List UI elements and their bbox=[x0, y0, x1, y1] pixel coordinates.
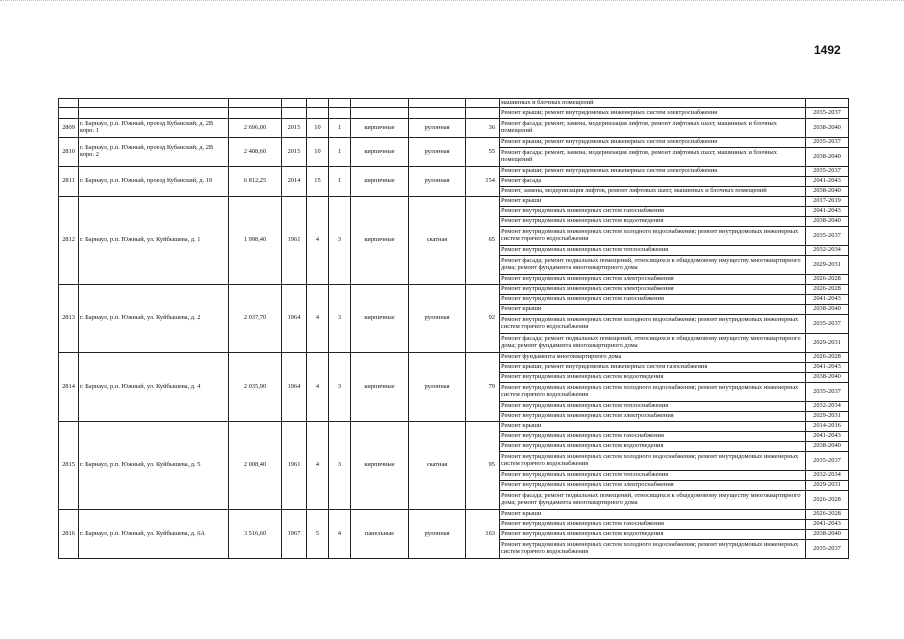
wall-material-cell: кирпичные bbox=[351, 138, 409, 167]
repair-period-cell: 2014-2016 bbox=[806, 422, 849, 432]
capital-repair-table bbox=[58, 98, 849, 559]
empty-cell bbox=[59, 99, 79, 108]
page-number: 1492 bbox=[814, 43, 841, 57]
table-row bbox=[59, 510, 849, 520]
repair-work-cell: Ремонт внутридомовых инженерных систем холодного водоснабжения; ремонт внутридомовых инженерных систем горячего водоснабжения bbox=[500, 227, 806, 246]
wall-material-cell: кирпичные bbox=[351, 422, 409, 510]
roof-type-cell: рулонная bbox=[409, 167, 466, 197]
repair-period-cell: 2032-2034 bbox=[806, 471, 849, 481]
empty-cell bbox=[59, 108, 79, 119]
repair-period-cell: 2035-2037 bbox=[806, 452, 849, 471]
repair-period-cell: 2038-2040 bbox=[806, 373, 849, 383]
repair-period-cell: 2026-2028 bbox=[806, 275, 849, 285]
address-cell: г. Барнаул, р.п. Южный, ул. Куйбышева, д. 4 bbox=[79, 353, 229, 422]
repair-work-cell: машинных и блочных помещений bbox=[500, 99, 806, 108]
repair-work-cell: Ремонт внутридомовых инженерных систем водоотведения bbox=[500, 442, 806, 452]
roof-type-cell: рулонная bbox=[409, 138, 466, 167]
repair-work-cell: Ремонт внутридомовых инженерных систем холодного водоснабжения; ремонт внутридомовых инженерных систем горячего водоснабжения bbox=[500, 315, 806, 334]
repair-period-cell: 2032-2034 bbox=[806, 402, 849, 412]
build-year-cell: 1961 bbox=[282, 197, 307, 285]
entrances-cell: 3 bbox=[329, 422, 351, 510]
empty-cell bbox=[466, 99, 500, 108]
floors-cell: 4 bbox=[307, 422, 329, 510]
build-year-cell: 2015 bbox=[282, 119, 307, 138]
repair-period-cell: 2035-2037 bbox=[806, 315, 849, 334]
house-number-cell: 2814 bbox=[59, 353, 79, 422]
entrances-cell: 3 bbox=[329, 285, 351, 353]
area-cell: 2 008,40 bbox=[229, 422, 282, 510]
repair-work-cell: Ремонт внутридомовых инженерных систем электроснабжения bbox=[500, 275, 806, 285]
empty-cell bbox=[282, 99, 307, 108]
repair-work-cell: Ремонт внутридомовых инженерных систем холодного водоснабжения; ремонт внутридомовых инженерных систем горячего водоснабжения bbox=[500, 540, 806, 559]
entrances-cell: 1 bbox=[329, 138, 351, 167]
area-cell: 1 998,40 bbox=[229, 197, 282, 285]
empty-cell bbox=[329, 99, 351, 108]
repair-period-cell: 2035-2037 bbox=[806, 540, 849, 559]
build-year-cell: 1964 bbox=[282, 353, 307, 422]
repair-period-cell: 2026-2028 bbox=[806, 491, 849, 510]
repair-period-cell: 2038-2040 bbox=[806, 442, 849, 452]
repair-period-cell: 2029-2031 bbox=[806, 256, 849, 275]
address-cell: г. Барнаул, р.п. Южный, проезд Кубанский, д. 2В корп. 2 bbox=[79, 138, 229, 167]
wall-material-cell: панельные bbox=[351, 510, 409, 559]
empty-cell bbox=[409, 108, 466, 119]
repair-period-cell: 2029-2031 bbox=[806, 481, 849, 491]
repair-period-cell: 2038-2040 bbox=[806, 119, 849, 138]
roof-type-cell: рулонная bbox=[409, 119, 466, 138]
roof-type-cell: скатная bbox=[409, 422, 466, 510]
repair-period-cell: 2041-2043 bbox=[806, 520, 849, 530]
empty-cell bbox=[79, 108, 229, 119]
repair-work-cell: Ремонт внутридомовых инженерных систем газоснабжения bbox=[500, 207, 806, 217]
entrances-cell: 3 bbox=[329, 197, 351, 285]
wall-material-cell: кирпичные bbox=[351, 119, 409, 138]
empty-cell bbox=[307, 99, 329, 108]
repair-period-cell bbox=[806, 99, 849, 108]
area-cell: 2 037,70 bbox=[229, 285, 282, 353]
wall-material-cell: кирпичные bbox=[351, 197, 409, 285]
repair-period-cell: 2038-2040 bbox=[806, 305, 849, 315]
residents-cell: 163 bbox=[466, 510, 500, 559]
repair-period-cell: 2035-2037 bbox=[806, 383, 849, 402]
residents-cell: 92 bbox=[466, 285, 500, 353]
floors-cell: 10 bbox=[307, 138, 329, 167]
residents-cell: 55 bbox=[466, 138, 500, 167]
house-number-cell: 2815 bbox=[59, 422, 79, 510]
empty-cell bbox=[307, 108, 329, 119]
house-number-cell: 2812 bbox=[59, 197, 79, 285]
wall-material-cell: кирпичные bbox=[351, 353, 409, 422]
repair-period-cell: 2038-2040 bbox=[806, 187, 849, 197]
floors-cell: 4 bbox=[307, 285, 329, 353]
table-row bbox=[59, 99, 849, 108]
address-cell: г. Барнаул, р.п. Южный, ул. Куйбышева, д. 2 bbox=[79, 285, 229, 353]
residents-cell: 95 bbox=[466, 422, 500, 510]
empty-cell bbox=[351, 99, 409, 108]
house-number-cell: 2816 bbox=[59, 510, 79, 559]
repair-period-cell: 2029-2031 bbox=[806, 412, 849, 422]
entrances-cell: 4 bbox=[329, 510, 351, 559]
house-number-cell: 2811 bbox=[59, 167, 79, 197]
address-cell: г. Барнаул, р.п. Южный, ул. Куйбышева, д. 5 bbox=[79, 422, 229, 510]
repair-work-cell: Ремонт внутридомовых инженерных систем электроснабжения bbox=[500, 285, 806, 295]
build-year-cell: 1964 bbox=[282, 285, 307, 353]
repair-period-cell: 2029-2031 bbox=[806, 334, 849, 353]
address-cell: г. Барнаул, р.п. Южный, ул. Куйбышева, д. 1 bbox=[79, 197, 229, 285]
floors-cell: 4 bbox=[307, 353, 329, 422]
table-row bbox=[59, 285, 849, 295]
empty-cell bbox=[351, 108, 409, 119]
repair-period-cell: 2035-2037 bbox=[806, 108, 849, 119]
repair-period-cell: 2038-2040 bbox=[806, 217, 849, 227]
floors-cell: 4 bbox=[307, 197, 329, 285]
repair-period-cell: 2041-2043 bbox=[806, 363, 849, 373]
residents-cell: 79 bbox=[466, 353, 500, 422]
wall-material-cell: кирпичные bbox=[351, 167, 409, 197]
repair-work-cell: Ремонт внутридомовых инженерных систем электроснабжения bbox=[500, 412, 806, 422]
repair-work-cell: Ремонт крыши; ремонт внутридомовых инженерных систем электроснабжения bbox=[500, 167, 806, 177]
repair-period-cell: 2041-2043 bbox=[806, 177, 849, 187]
repair-period-cell: 2041-2043 bbox=[806, 295, 849, 305]
repair-work-cell: Ремонт внутридомовых инженерных систем газоснабжения bbox=[500, 295, 806, 305]
repair-work-cell: Ремонт внутридомовых инженерных систем теплоснабжения bbox=[500, 402, 806, 412]
repair-work-cell: Ремонт внутридомовых инженерных систем холодного водоснабжения; ремонт внутридомовых инженерных систем горячего водоснабжения bbox=[500, 452, 806, 471]
floors-cell: 15 bbox=[307, 167, 329, 197]
house-number-cell: 2809 bbox=[59, 119, 79, 138]
repair-work-cell: Ремонт внутридомовых инженерных систем водоотведения bbox=[500, 530, 806, 540]
floors-cell: 5 bbox=[307, 510, 329, 559]
repair-work-cell: Ремонт, замена, модернизация лифтов, ремонт лифтовых шахт, машинных и блочных помещений bbox=[500, 187, 806, 197]
repair-work-cell: Ремонт внутридомовых инженерных систем водоотведения bbox=[500, 217, 806, 227]
residents-cell: 65 bbox=[466, 197, 500, 285]
residents-cell: 36 bbox=[466, 119, 500, 138]
repair-work-cell: Ремонт крыши bbox=[500, 422, 806, 432]
repair-period-cell: 2038-2040 bbox=[806, 530, 849, 540]
empty-cell bbox=[229, 108, 282, 119]
area-cell: 2 696,00 bbox=[229, 119, 282, 138]
repair-period-cell: 2038-2040 bbox=[806, 148, 849, 167]
repair-period-cell: 2026-2028 bbox=[806, 353, 849, 363]
roof-type-cell: рулонная bbox=[409, 285, 466, 353]
table-row bbox=[59, 353, 849, 363]
repair-work-cell: Ремонт внутридомовых инженерных систем газоснабжения bbox=[500, 432, 806, 442]
address-cell: г. Барнаул, р.п. Южный, проезд Кубанский, д. 2В корп. 1 bbox=[79, 119, 229, 138]
repair-work-cell: Ремонт внутридомовых инженерных систем холодного водоснабжения; ремонт внутридомовых инженерных систем горячего водоснабжения bbox=[500, 383, 806, 402]
repair-work-cell: Ремонт фасада; ремонт подвальных помещений, относящихся к общедомовому имуществу многоквартирного дома; ремонт фундамента многоквартирного дома bbox=[500, 256, 806, 275]
build-year-cell: 2015 bbox=[282, 138, 307, 167]
table-row bbox=[59, 108, 849, 119]
repair-work-cell: Ремонт фасада bbox=[500, 177, 806, 187]
empty-cell bbox=[329, 108, 351, 119]
scan-edge-artifact bbox=[0, 0, 904, 7]
repair-work-cell: Ремонт крыши bbox=[500, 510, 806, 520]
table-row bbox=[59, 167, 849, 177]
roof-type-cell: рулонная bbox=[409, 510, 466, 559]
repair-work-cell: Ремонт внутридомовых инженерных систем водоотведения bbox=[500, 373, 806, 383]
repair-work-cell: Ремонт внутридомовых инженерных систем газоснабжения bbox=[500, 520, 806, 530]
area-cell: 2 035,90 bbox=[229, 353, 282, 422]
area-cell: 3 516,60 bbox=[229, 510, 282, 559]
repair-period-cell: 2032-2034 bbox=[806, 246, 849, 256]
repair-period-cell: 2041-2043 bbox=[806, 207, 849, 217]
repair-work-cell: Ремонт крыши; ремонт внутридомовых инженерных систем газоснабжения bbox=[500, 363, 806, 373]
repair-work-cell: Ремонт внутридомовых инженерных систем теплоснабжения bbox=[500, 246, 806, 256]
empty-cell bbox=[79, 99, 229, 108]
entrances-cell: 1 bbox=[329, 119, 351, 138]
build-year-cell: 2014 bbox=[282, 167, 307, 197]
build-year-cell: 1961 bbox=[282, 422, 307, 510]
build-year-cell: 1967 bbox=[282, 510, 307, 559]
repair-work-cell: Ремонт фундамента многоквартирного дома bbox=[500, 353, 806, 363]
empty-cell bbox=[229, 99, 282, 108]
repair-period-cell: 2017-2019 bbox=[806, 197, 849, 207]
area-cell: 2 408,60 bbox=[229, 138, 282, 167]
repair-work-cell: Ремонт фасада; ремонт подвальных помещений, относящихся к общедомовому имуществу многоквартирного дома; ремонт фундамента многоквартирного дома bbox=[500, 491, 806, 510]
repair-work-cell: Ремонт крыши bbox=[500, 197, 806, 207]
repair-work-cell: Ремонт крыши; ремонт внутридомовых инженерных систем электроснабжения bbox=[500, 108, 806, 119]
repair-period-cell: 2035-2037 bbox=[806, 167, 849, 177]
repair-work-cell: Ремонт внутридомовых инженерных систем теплоснабжения bbox=[500, 471, 806, 481]
table-row bbox=[59, 422, 849, 432]
residents-cell: 154 bbox=[466, 167, 500, 197]
table-row bbox=[59, 138, 849, 148]
empty-cell bbox=[409, 99, 466, 108]
entrances-cell: 3 bbox=[329, 353, 351, 422]
entrances-cell: 1 bbox=[329, 167, 351, 197]
wall-material-cell: кирпичные bbox=[351, 285, 409, 353]
house-number-cell: 2810 bbox=[59, 138, 79, 167]
floors-cell: 10 bbox=[307, 119, 329, 138]
repair-work-cell: Ремонт фасада; ремонт, замена, модернизация лифтов, ремонт лифтовых шахт, машинных и блочных помещений bbox=[500, 148, 806, 167]
repair-period-cell: 2026-2028 bbox=[806, 510, 849, 520]
repair-period-cell: 2035-2037 bbox=[806, 227, 849, 246]
repair-period-cell: 2026-2028 bbox=[806, 285, 849, 295]
address-cell: г. Барнаул, р.п. Южный, проезд Кубанский, д. 19 bbox=[79, 167, 229, 197]
empty-cell bbox=[282, 108, 307, 119]
empty-cell bbox=[466, 108, 500, 119]
address-cell: г. Барнаул, р.п. Южный, ул. Куйбышева, д. 6А bbox=[79, 510, 229, 559]
repair-period-cell: 2041-2043 bbox=[806, 432, 849, 442]
repair-work-cell: Ремонт крыши bbox=[500, 305, 806, 315]
repair-work-cell: Ремонт фасада; ремонт, замена, модернизация лифтов, ремонт лифтовых шахт, машинных и блочных помещений bbox=[500, 119, 806, 138]
area-cell: 6 812,25 bbox=[229, 167, 282, 197]
table-row bbox=[59, 197, 849, 207]
repair-period-cell: 2035-2037 bbox=[806, 138, 849, 148]
roof-type-cell: рулонная bbox=[409, 353, 466, 422]
house-number-cell: 2813 bbox=[59, 285, 79, 353]
roof-type-cell: скатная bbox=[409, 197, 466, 285]
repair-work-cell: Ремонт крыши; ремонт внутридомовых инженерных систем электроснабжения bbox=[500, 138, 806, 148]
table-row bbox=[59, 119, 849, 138]
repair-work-cell: Ремонт внутридомовых инженерных систем электроснабжения bbox=[500, 481, 806, 491]
repair-work-cell: Ремонт фасада; ремонт подвальных помещений, относящихся к общедомовому имуществу многоквартирного дома; ремонт фундамента многоквартирного дома bbox=[500, 334, 806, 353]
